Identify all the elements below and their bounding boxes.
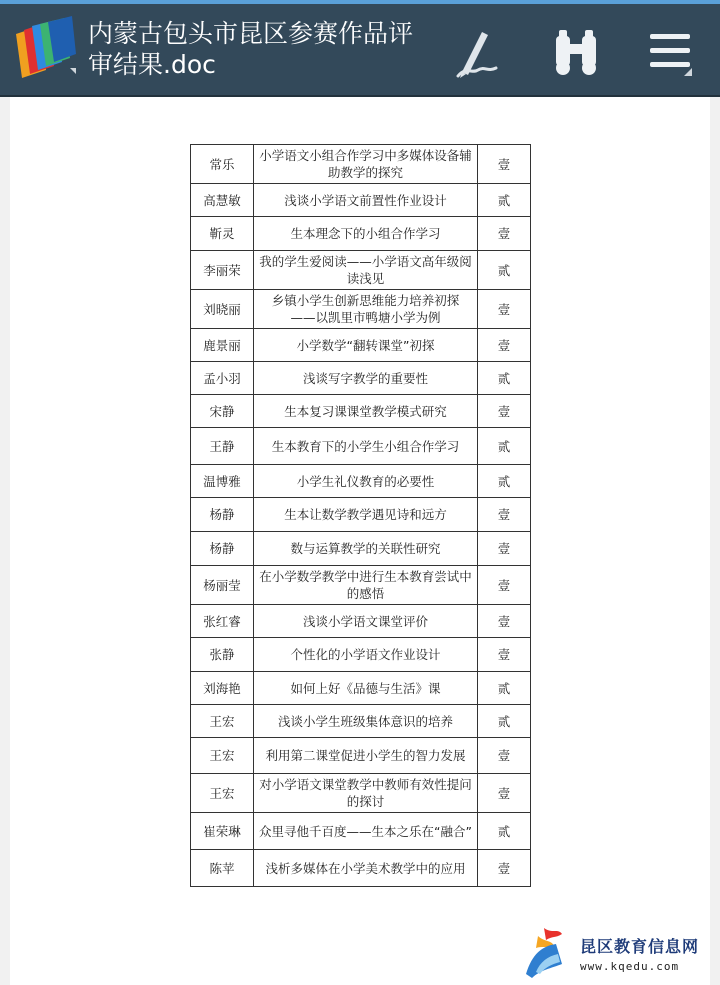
award-level-cell: 贰 (478, 465, 531, 498)
paper-title-cell: 浅谈小学生班级集体意识的培养 (254, 705, 478, 738)
award-level-cell: 壹 (478, 329, 531, 362)
paper-title-cell: 我的学生爱阅读——小学语文高年级阅读浅见 (254, 251, 478, 290)
author-cell: 张静 (191, 638, 254, 672)
table-row (191, 184, 531, 217)
author-cell: 王宏 (191, 705, 254, 738)
paper-title-cell: 生本复习课课堂教学模式研究 (254, 395, 478, 428)
table-row (191, 638, 531, 672)
table-row (191, 850, 531, 887)
table-row (191, 290, 531, 329)
award-level-cell: 贰 (478, 672, 531, 705)
table-row (191, 605, 531, 638)
author-cell: 陈苹 (191, 850, 254, 887)
paper-title-cell: 浅谈写字教学的重要性 (254, 362, 478, 395)
table-row (191, 145, 531, 184)
paper-title-cell: 个性化的小学语文作业设计 (254, 638, 478, 672)
document-title: 内蒙古包头市昆区参赛作品评审结果.doc (88, 19, 414, 79)
award-level-cell: 贰 (478, 251, 531, 290)
table-row (191, 329, 531, 362)
author-cell: 刘海艳 (191, 672, 254, 705)
table-row (191, 738, 531, 774)
menu-icon[interactable] (646, 26, 694, 78)
author-cell: 高慧敏 (191, 184, 254, 217)
award-level-cell: 壹 (478, 605, 531, 638)
app-logo-icon (10, 16, 78, 80)
author-cell: 张红睿 (191, 605, 254, 638)
award-level-cell: 贰 (478, 705, 531, 738)
award-level-cell: 壹 (478, 850, 531, 887)
watermark-site-name: 昆区教育信息网 (580, 937, 700, 956)
paper-title-cell: 小学生礼仪教育的必要性 (254, 465, 478, 498)
paper-title-cell: 小学数学“翻转课堂”初探 (254, 329, 478, 362)
award-level-cell: 壹 (478, 638, 531, 672)
award-level-cell: 壹 (478, 532, 531, 566)
paper-title-cell: 浅析多媒体在小学美术教学中的应用 (254, 850, 478, 887)
table-row (191, 428, 531, 465)
paper-title-cell: 小学语文小组合作学习中多媒体设备辅助教学的探究 (254, 145, 478, 184)
author-cell: 刘晓丽 (191, 290, 254, 329)
author-cell: 崔荣琳 (191, 813, 254, 850)
binoculars-search-icon[interactable] (552, 26, 600, 78)
site-watermark (522, 924, 712, 984)
table-row (191, 813, 531, 850)
author-cell: 靳灵 (191, 217, 254, 251)
author-cell: 宋静 (191, 395, 254, 428)
table-row (191, 672, 531, 705)
paper-title-cell: 众里寻他千百度——生本之乐在“融合” (254, 813, 478, 850)
annotate-pen-icon[interactable] (452, 26, 500, 78)
paper-title-cell: 如何上好《品德与生活》课 (254, 672, 478, 705)
award-level-cell: 壹 (478, 145, 531, 184)
table-row (191, 362, 531, 395)
award-level-cell: 贰 (478, 184, 531, 217)
author-cell: 常乐 (191, 145, 254, 184)
paper-title-cell: 生本让数学教学遇见诗和远方 (254, 498, 478, 532)
award-level-cell: 壹 (478, 738, 531, 774)
author-cell: 鹿景丽 (191, 329, 254, 362)
paper-title-cell: 生本教育下的小学生小组合作学习 (254, 428, 478, 465)
award-level-cell: 壹 (478, 395, 531, 428)
table-row (191, 395, 531, 428)
author-cell: 王静 (191, 428, 254, 465)
author-cell: 王宏 (191, 774, 254, 813)
paper-title-cell: 对小学语文课堂教学中教师有效性提问的探讨 (254, 774, 478, 813)
table-row (191, 532, 531, 566)
paper-title-cell: 浅谈小学语文课堂评价 (254, 605, 478, 638)
author-cell: 王宏 (191, 738, 254, 774)
table-row (191, 566, 531, 605)
paper-title-cell: 乡镇小学生创新思维能力培养初探 ——以凯里市鸭塘小学为例 (254, 290, 478, 329)
paper-title-cell: 生本理念下的小组合作学习 (254, 217, 478, 251)
author-cell: 李丽荣 (191, 251, 254, 290)
award-level-cell: 壹 (478, 566, 531, 605)
paper-title-cell: 利用第二课堂促进小学生的智力发展 (254, 738, 478, 774)
award-level-cell: 贰 (478, 428, 531, 465)
award-level-cell: 壹 (478, 498, 531, 532)
author-cell: 杨丽莹 (191, 566, 254, 605)
author-cell: 杨静 (191, 498, 254, 532)
award-level-cell: 壹 (478, 290, 531, 329)
author-cell: 温博雅 (191, 465, 254, 498)
app-toolbar (0, 4, 720, 97)
author-cell: 孟小羽 (191, 362, 254, 395)
table-row (191, 498, 531, 532)
table-row (191, 217, 531, 251)
table-row (191, 251, 531, 290)
watermark-logo-icon (522, 924, 572, 980)
results-table (190, 144, 531, 887)
table-row (191, 774, 531, 813)
award-level-cell: 壹 (478, 217, 531, 251)
author-cell: 杨静 (191, 532, 254, 566)
table-row (191, 705, 531, 738)
paper-title-cell: 在小学数学教学中进行生本教育尝试中的感悟 (254, 566, 478, 605)
award-level-cell: 贰 (478, 362, 531, 395)
table-row (191, 465, 531, 498)
paper-title-cell: 浅谈小学语文前置性作业设计 (254, 184, 478, 217)
award-level-cell: 贰 (478, 813, 531, 850)
paper-title-cell: 数与运算教学的关联性研究 (254, 532, 478, 566)
watermark-url: www.kqedu.com (580, 960, 680, 973)
award-level-cell: 壹 (478, 774, 531, 813)
